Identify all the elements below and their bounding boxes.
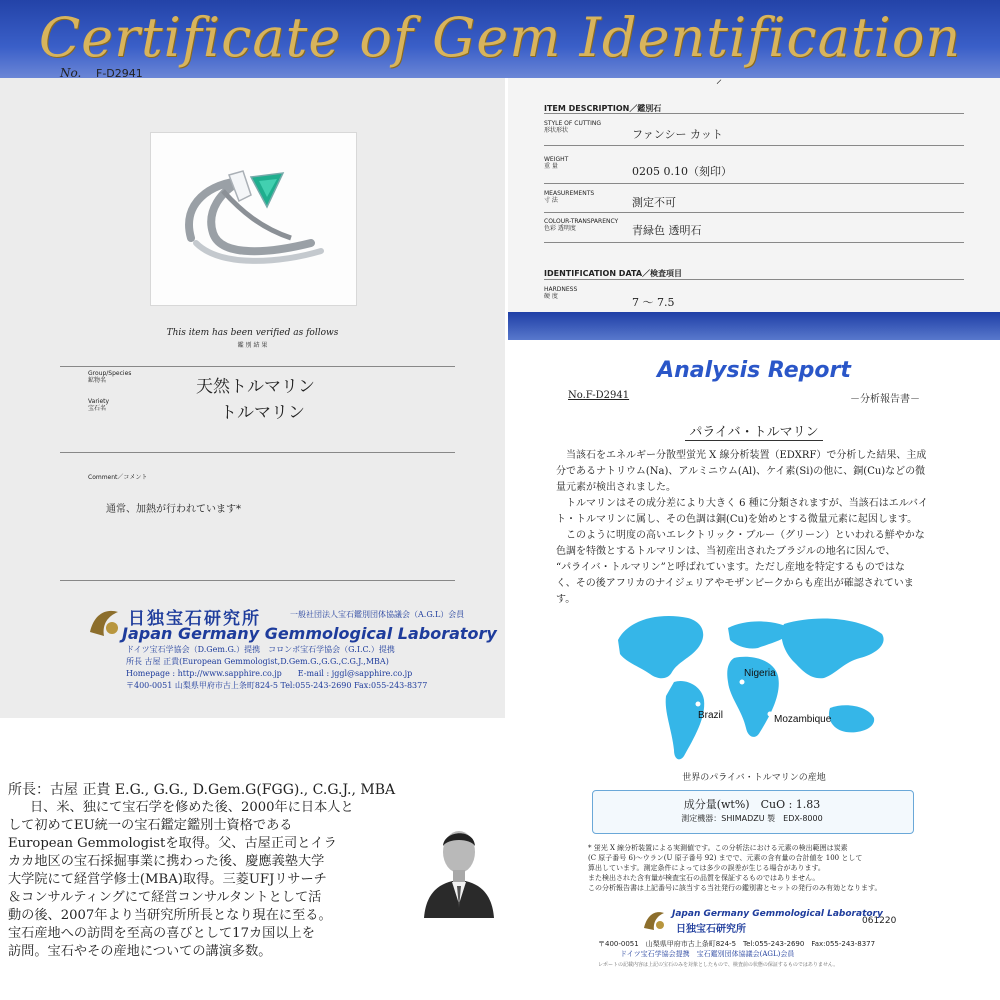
report-paragraph-line: 当該石をエネルギー分散型蛍光 X 線分析装置（EDXRF）で分析した結果、主成 bbox=[556, 450, 927, 461]
measurements-label-en: MEASUREMENTS bbox=[544, 190, 595, 197]
cutting-label-en: STYLE OF CUTTING bbox=[544, 120, 601, 127]
colour-label bbox=[544, 218, 618, 232]
divider bbox=[544, 242, 964, 243]
report-number: No.F-D2941 bbox=[568, 390, 630, 401]
variety-label-jp: 宝石名 bbox=[88, 405, 107, 412]
report-footnote-line: この分析報告書は上記番号に該当する当社発行の鑑別書とセットの発行のみ有効となります。 bbox=[588, 884, 882, 892]
colour-label-jp: 色彩 透明度 bbox=[544, 225, 576, 232]
weight-label-jp: 重 量 bbox=[544, 163, 558, 170]
report-paragraph-line: “パライバ・トルマリン”と呼ばれています。ただし産地を特定するものではな bbox=[556, 562, 905, 573]
report-lab-address: 〒400-0051 山梨県甲府市古上条町824-5 Tel:055-243-2690 Fax:055-243-8377 bbox=[598, 940, 876, 948]
colour-value: 青緑色 透明石 bbox=[632, 224, 702, 237]
cutting-value: ファンシー カット bbox=[632, 128, 723, 141]
hardness-label bbox=[544, 286, 577, 300]
director-bio-line: 動の後、2007年より当研究所所長となり現在に至る。 bbox=[8, 908, 332, 923]
report-code: 061220 bbox=[862, 916, 897, 926]
certificate-title: Certificate of Gem Identification bbox=[38, 6, 962, 69]
director-bio-line: して初めてEU統一の宝石鑑定鑑別士資格である bbox=[8, 818, 293, 833]
verified-note: This item has been verified as follows bbox=[166, 328, 339, 338]
map-point-nigeria bbox=[740, 680, 745, 685]
report-paragraph-line: 分であるナトリウム(Na)、アルミニウム(Al)、ケイ素(Si)の他に、銅(Cu)などの微 bbox=[556, 466, 926, 477]
report-lab-logo-icon bbox=[640, 906, 668, 934]
cutting-label bbox=[544, 120, 601, 134]
report-footnote-line: (C 原子番号 6)～ウラン(U 原子番号 92) までで、元素の含有量の合計値を 100 として bbox=[588, 854, 863, 862]
divider bbox=[60, 452, 455, 453]
director-bio-line: 日、米、独にて宝石学を修めた後、2000年に日本人と bbox=[30, 800, 354, 815]
report-lab-name-jp: 日独宝石研究所 bbox=[676, 924, 746, 935]
measurements-label bbox=[544, 190, 594, 204]
map-label-brazil: Brazil bbox=[698, 710, 724, 721]
composition-value: 成分量(wt%) CuO : 1.83 bbox=[683, 798, 821, 811]
director-bio-line: European Gemmologistを取得。父、古屋正司とイラ bbox=[8, 836, 337, 851]
certificate-no-value: F-D2941 bbox=[96, 67, 143, 80]
hardness-label-en: HARDNESS bbox=[544, 286, 578, 293]
report-small-note: レポートの記載内容は上記の宝石のみを対象としたもので、検査前の状態の保証するものではありません。 bbox=[598, 962, 839, 968]
director-heading: 所長：古屋 正貴 E.G., G.G., D.Gem.G(FGG)., C.G.J., MBA bbox=[8, 782, 396, 798]
map-point-brazil bbox=[696, 702, 701, 707]
divider bbox=[544, 279, 964, 280]
report-footnote-line: 算出しています。測定条件によっては多少の誤差が生じる場合があります。 bbox=[588, 864, 825, 872]
comment-label: Comment／コメント bbox=[88, 474, 148, 481]
report-lab-association: ドイツ宝石学協会提携 宝石鑑別団体協議会(AGL)会員 bbox=[620, 950, 795, 958]
report-paragraph-line: トルマリンはその成分差により大きく 6 種に分類されますが、当該石はエルバイ bbox=[556, 498, 929, 509]
certificate-no-label: No. bbox=[60, 66, 82, 80]
divider bbox=[544, 183, 964, 184]
gem-name bbox=[508, 421, 1000, 440]
report-paragraph-line: す。 bbox=[556, 594, 576, 605]
hardness-value: 7 ～ 7.5 bbox=[632, 296, 675, 309]
divider bbox=[544, 212, 964, 213]
group-label bbox=[88, 370, 131, 384]
divider-mark: ⸝ bbox=[716, 72, 723, 86]
gem-name-text: パライバ・トルマリン bbox=[685, 425, 822, 441]
comment-value: 通常、加熱が行われています* bbox=[106, 504, 241, 515]
lab-affiliation: ドイツ宝石学協会（D.Gem.G.）提携 コロンボ宝石学協会（G.I.C.）提携 bbox=[126, 645, 395, 654]
report-lab-name-en: Japan Germany Gemmological Laboratory bbox=[672, 909, 883, 919]
variety-value: トルマリン bbox=[220, 403, 305, 423]
report-paragraph-line: ト・トルマリンに属し、その色調は銅(Cu)を始めとする微量元素に起因します。 bbox=[556, 514, 918, 525]
divider bbox=[544, 145, 964, 146]
report-paragraph-line: このように明度の高いエレクトリック・ブルー（グリーン）といわれる鮮やかな bbox=[556, 530, 925, 541]
instrument-value: 測定機器：SHIMADZU 製 EDX-8000 bbox=[681, 814, 823, 823]
map-caption: 世界のパライバ・トルマリンの産地 bbox=[682, 773, 826, 783]
variety-label-en: Variety bbox=[88, 398, 110, 405]
director-bio-line: 宝石産地への訪問を至高の喜びとして17カ国以上を bbox=[8, 926, 315, 941]
lab-contact: Homepage : http://www.sapphire.co.jp E-mail : jggl@sapphire.co.jp bbox=[126, 669, 413, 678]
lab-director: 所長 古屋 正貴(European Gemmologist,D.Gem.G.,G.G.,C.G.J.,MBA) bbox=[126, 657, 389, 666]
lab-logo-icon bbox=[84, 602, 124, 642]
director-bio-line: 訪問。宝石やその産地についての講演多数。 bbox=[8, 944, 272, 959]
report-paragraph-line: 量元素が検出されました。 bbox=[556, 482, 676, 493]
group-label-en: Group/Species bbox=[88, 370, 132, 377]
colour-label-en: COLOUR-TRANSPARENCY bbox=[544, 218, 619, 225]
director-bio-line: ＆コンサルティングにて経営コンサルタントとして活 bbox=[8, 890, 322, 905]
lab-name-jp-sub: 一般社団法人宝石鑑別団体協議会（A.G.L）会員 bbox=[290, 610, 465, 619]
lab-name-jp: 日独宝石研究所 bbox=[128, 609, 261, 629]
group-value: 天然トルマリン bbox=[196, 377, 315, 397]
world-map-continents bbox=[618, 616, 884, 759]
ring-photo bbox=[150, 132, 357, 306]
divider bbox=[544, 113, 964, 114]
map-label-mozambique: Mozambique bbox=[774, 714, 832, 725]
map-point-mozambique bbox=[768, 712, 773, 717]
item-description-heading: ITEM DESCRIPTION／鑑別石 bbox=[544, 104, 662, 113]
report-paragraph-line: 色調を特徴とするトルマリンは、当初産出されたブラジルの地名に因んで、 bbox=[556, 546, 896, 557]
director-portrait bbox=[418, 808, 500, 918]
divider bbox=[60, 366, 455, 367]
divider bbox=[60, 580, 455, 581]
director-bio-line: 大学院にて経営学修士(MBA)取得。三菱UFJリサーチ bbox=[8, 872, 327, 887]
cutting-label-jp: 形状形状 bbox=[544, 127, 569, 134]
report-footnote-line: * 蛍光 X 線分析装置による実測値です。この分析法における元素の検出範囲は炭素 bbox=[588, 844, 848, 852]
identification-heading: IDENTIFICATION DATA／検査項目 bbox=[544, 269, 683, 278]
measurements-value: 測定不可 bbox=[632, 196, 676, 209]
ring-image bbox=[151, 133, 356, 305]
report-header-band bbox=[508, 312, 1000, 340]
weight-value: 0205 0.10（刻印） bbox=[632, 165, 732, 178]
report-footnote-line: また検出された含有量が検査宝石の品質を保証するものではありません。 bbox=[588, 874, 820, 882]
report-subtitle: －分析報告書－ bbox=[850, 394, 920, 405]
group-label-jp: 鉱物名 bbox=[88, 377, 107, 384]
hardness-label-jp: 硬 度 bbox=[544, 293, 558, 300]
report-title: Analysis Report bbox=[657, 358, 851, 383]
weight-label-en: WEIGHT bbox=[544, 156, 569, 163]
verified-note-jp: 鑑 別 結 果 bbox=[237, 342, 268, 349]
measurements-label-jp: 寸 法 bbox=[544, 197, 558, 204]
map-label-nigeria: Nigeria bbox=[744, 668, 776, 679]
report-paragraph-line: く、その後アフリカのナイジェリアやモザンビークからも産出が確認されていま bbox=[556, 578, 914, 589]
world-map bbox=[598, 600, 898, 770]
lab-address: 〒400-0051 山梨県甲府市古上条町824-5 Tel:055-243-2690 Fax:055-243-8377 bbox=[126, 681, 428, 690]
weight-label bbox=[544, 156, 568, 170]
director-bio-line: カカ地区の宝石採掘事業に携わった後、慶應義塾大学 bbox=[8, 854, 325, 869]
lab-name-en: Japan Germany Gemmological Laboratory bbox=[122, 624, 497, 643]
variety-label bbox=[88, 398, 109, 412]
